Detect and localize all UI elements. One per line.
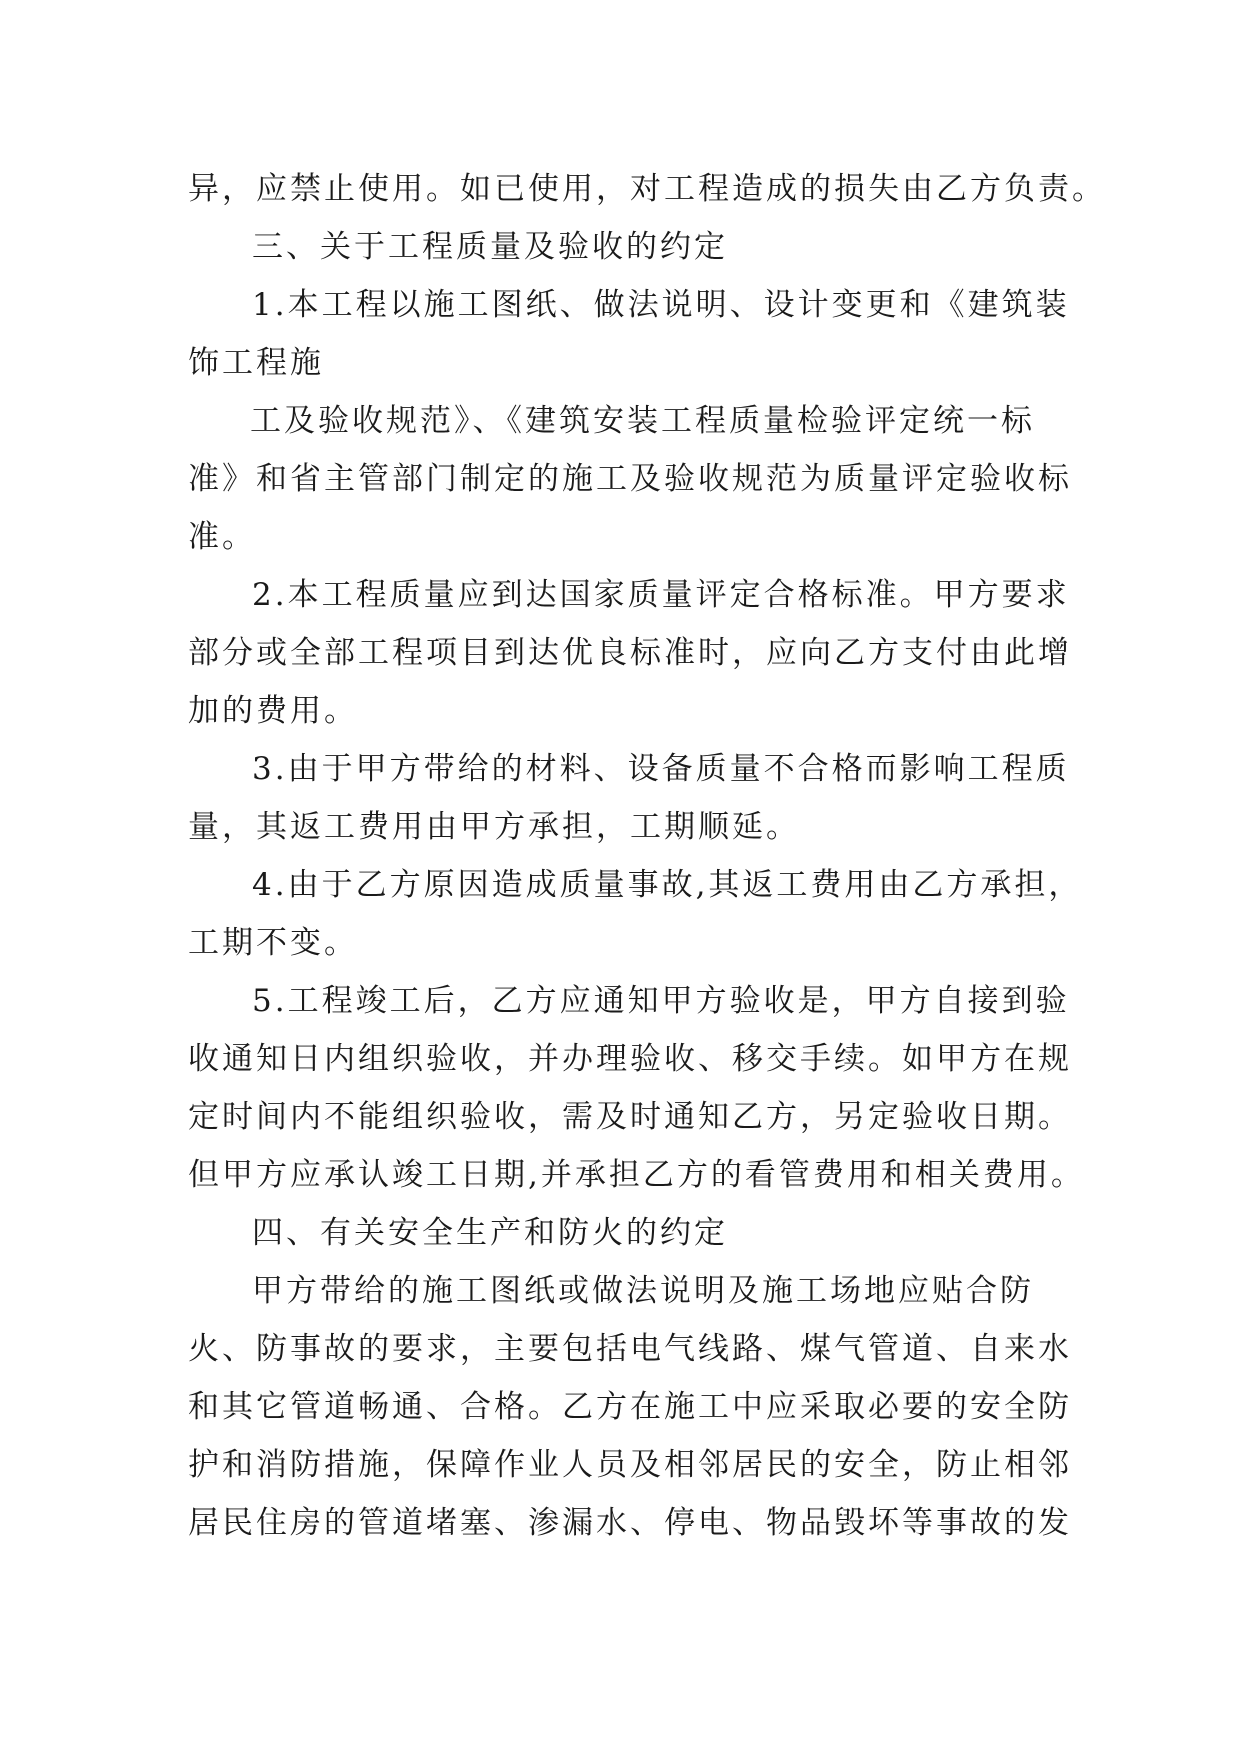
text-line: 居民住房的管道堵塞、渗漏水、停电、物品毁坏等事故的发 [188, 1505, 1072, 1541]
text-line: 饰工程施 [188, 345, 324, 381]
text-line: 甲方带给的施工图纸或做法说明及施工场地应贴合防 [252, 1273, 1034, 1309]
text-line: 准。 [188, 519, 256, 555]
text-line: 部分或全部工程项目到达优良标准时，应向乙方支付由此增 [188, 635, 1072, 671]
text-line: 工及验收规范》、《建筑安装工程质量检验评定统一标 [250, 403, 1035, 439]
text-line: 和其它管道畅通、合格。乙方在施工中应采取必要的安全防 [188, 1389, 1072, 1425]
text-line: 定时间内不能组织验收，需及时通知乙方，另定验收日期。 [188, 1099, 1072, 1135]
text-line: 5.工程竣工后，乙方应通知甲方验收是，甲方自接到验 [252, 983, 1070, 1019]
text-line: 火、防事故的要求，主要包括电气线路、煤气管道、自来水 [188, 1331, 1072, 1367]
text-line: 3.由于甲方带给的材料、设备质量不合格而影响工程质 [252, 751, 1070, 787]
text-line: 但甲方应承认竣工日期,并承担乙方的看管费用和相关费用。 [188, 1157, 1085, 1193]
text-line: 收通知日内组织验收，并办理验收、移交手续。如甲方在规 [188, 1041, 1072, 1077]
text-line: 护和消防措施，保障作业人员及相邻居民的安全，防止相邻 [188, 1447, 1072, 1483]
text-line: 异，应禁止使用。如已使用，对工程造成的损失由乙方负责。 [188, 171, 1106, 207]
text-line: 量，其返工费用由甲方承担，工期顺延。 [188, 809, 800, 845]
section-heading: 三、关于工程质量及验收的约定 [252, 229, 728, 265]
document-page [188, 160, 1106, 1552]
text-line: 4.由于乙方原因造成质量事故,其返工费用由乙方承担， [252, 867, 1083, 903]
text-line: 准》和省主管部门制定的施工及验收规范为质量评定验收标 [188, 461, 1072, 497]
section-heading: 四、有关安全生产和防火的约定 [252, 1215, 728, 1251]
text-line: 加的费用。 [188, 693, 358, 729]
text-line: 工期不变。 [188, 925, 358, 961]
text-line: 2.本工程质量应到达国家质量评定合格标准。甲方要求 [252, 577, 1070, 613]
text-line: 1.本工程以施工图纸、做法说明、设计变更和《建筑装 [252, 287, 1070, 323]
